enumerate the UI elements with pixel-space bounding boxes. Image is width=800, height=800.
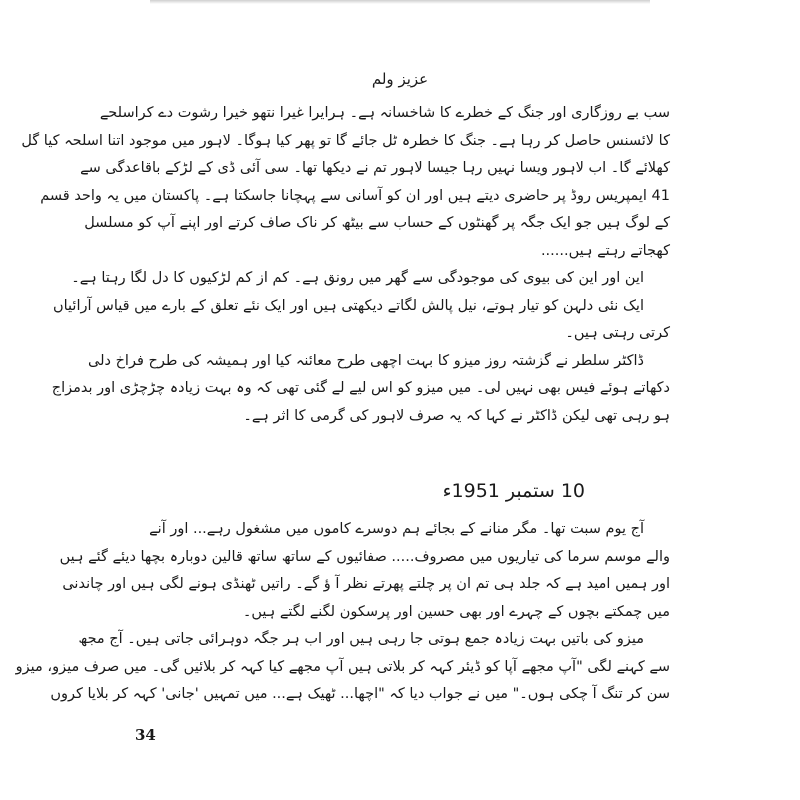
text-line: سب بے روزگاری اور جنگ کے خطرے کا شاخسانہ ہے۔ ہرایرا غیرا نتھو خیرا رشوت دے کراسلحے xyxy=(99,105,670,121)
text-line: کا لائسنس حاصل کر رہا ہے۔ جنگ کا خطرہ ٹل جائے گا تو پھر کیا ہوگا۔ لاہور میں موجود اتنا اسلحہ کیا گل xyxy=(21,132,670,149)
text-line: اور ہمیں امید ہے کہ جلد ہی تم ان پر چلتے پھرتے نظر آ ؤ گے۔ راتیں ٹھنڈی ہونے لگی ہیں اور چاندنی xyxy=(62,576,670,592)
text-line: کھجاتے رہتے ہیں...... xyxy=(540,242,670,259)
text-line: این اور این کی بیوی کی موجودگی سے گھر میں رونق ہے۔ کم از کم لڑکیوں کا دل لگا رہتا ہے۔ xyxy=(71,270,644,286)
running-title: عزیز ولم xyxy=(371,70,429,88)
body-text-section-2 xyxy=(15,516,670,709)
date-heading: 10 ستمبر 1951ء xyxy=(442,480,585,502)
text-line: ہو رہی تھی لیکن ڈاکٹر نے کہا کہ یہ صرف لاہور کی گرمی کا اثر ہے۔ xyxy=(243,407,670,424)
text-line: ڈاکٹر سلطر نے گزشتہ روز میزو کا بہت اچھی طرح معائنہ کیا اور ہمیشہ کی طرح فراخ دلی xyxy=(88,352,644,369)
text-line: کے لوگ ہیں جو ایک جگہ پر گھنٹوں کے حساب سے بیٹھ کر ناک صاف کرتے اور اپنے آپ کو مسلسل xyxy=(84,215,670,231)
body-text-section-1 xyxy=(21,100,670,430)
text-line: کھلائے گا۔ اب لاہور ویسا نہیں رہا جیسا لاہور تم نے دیکھا تھا۔ سی آئی ڈی کے لڑکے باقاعدگی سے xyxy=(80,160,670,176)
page-number: 34 xyxy=(135,726,156,744)
text-line: والے موسم سرما کی تیاریوں میں مصروف..... صفائیوں کے ساتھ ساتھ قالین دوبارہ بچھا دیئے گئے ہیں xyxy=(59,548,670,565)
book-page xyxy=(15,40,705,780)
text-line: 41 ایمپریس روڈ پر حاضری دیتے ہیں اور ان کو آسانی سے پہچانا جاسکتا ہے۔ پاکستان میں یہ واحد قسم xyxy=(40,187,670,204)
text-line: کرتی رہتی ہیں۔ xyxy=(565,325,670,341)
text-line: آج یوم سبت تھا۔ مگر منانے کے بجائے ہم دوسرے کاموں میں مشغول رہے... اور آنے xyxy=(149,521,644,537)
text-line: میزو کی باتیں بہت زیادہ جمع ہوتی جا رہی ہیں اور اب ہر جگہ دوہرائی جاتی ہیں۔ آج مجھ xyxy=(78,631,644,647)
text-line: ایک نئی دلہن کو تیار ہوتے، نیل پالش لگاتے دیکھتی ہیں اور ایک نئے تعلق کے بارے میں قیاس آرائیاں xyxy=(52,297,644,314)
text-line: میں چمکتے بچوں کے چہرے اور بھی حسین اور پرسکون لگنے لگتے ہیں۔ xyxy=(242,603,670,620)
text-line: سن کر تنگ آ چکی ہوں۔" میں نے جواب دیا کہ "اچھا... ٹھیک ہے... میں تمہیں 'جانی' کہہ کر بلایا کروں xyxy=(50,686,670,702)
scan-edge xyxy=(150,0,650,4)
text-line: سے کہنے لگی "آپ مجھے آپا کو ڈیئر کہہ کر بلاتی ہیں آپ مجھے کیا کہہ کر بلائیں گی۔ میں صرف میزو، میزو xyxy=(15,658,670,675)
text-line: دکھاتے ہوئے فیس بھی نہیں لی۔ میں میزو کو اس لیے لے گئی تھی کہ وہ بہت زیادہ چڑچڑی اور بدمزاج xyxy=(51,380,670,396)
